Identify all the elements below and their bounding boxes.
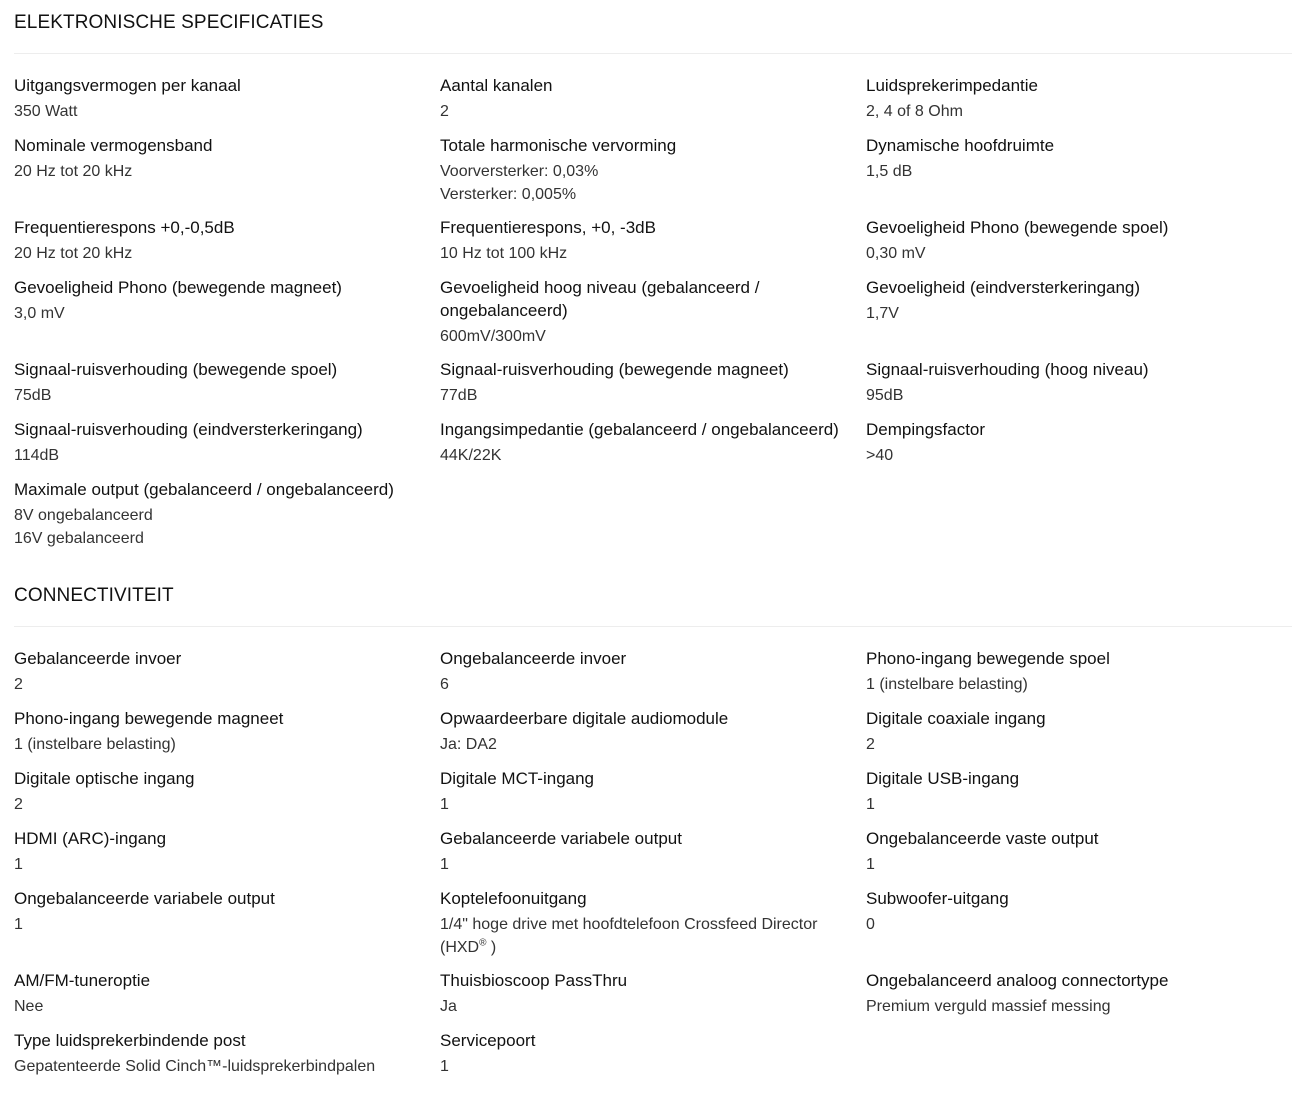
spec-label: Servicepoort [440, 1031, 536, 1050]
spec-value [866, 302, 1292, 325]
spec-value-text: 1 (instelbare belasting) [866, 676, 1028, 693]
spec-value-text: 6 [440, 676, 449, 693]
spec-item [440, 74, 866, 134]
spec-label: Dempingsfactor [866, 420, 986, 439]
spec-value [440, 733, 866, 756]
spec-value-text: 1 (instelbare belasting) [14, 736, 176, 753]
spec-item [440, 707, 866, 767]
spec-value-text: 350 Watt [14, 103, 78, 120]
spec-value [866, 733, 1292, 756]
spec-label: Gevoeligheid (eindversterkeringang) [866, 278, 1141, 297]
spec-value [14, 673, 440, 696]
connectivity-section [14, 584, 1292, 1089]
spec-item [440, 1029, 866, 1089]
spec-label: Aantal kanalen [440, 76, 553, 95]
spec-label: Nominale vermogensband [14, 136, 213, 155]
spec-grid-electronic [14, 74, 1292, 560]
spec-item [440, 969, 866, 1029]
spec-label: Gevoeligheid Phono (bewegende spoel) [866, 218, 1169, 237]
spec-value-text: 2 [14, 676, 23, 693]
spec-value [440, 995, 866, 1018]
spec-value [14, 793, 440, 816]
section-title-connectivity: CONNECTIVITEIT [14, 585, 174, 606]
spec-item [14, 827, 440, 887]
spec-item [14, 647, 440, 707]
spec-label: Ongebalanceerd analoog connectortype [866, 971, 1169, 990]
spec-label: Luidsprekerimpedantie [866, 76, 1038, 95]
spec-value [440, 673, 866, 696]
spec-value [14, 100, 440, 123]
section-divider [14, 53, 1292, 54]
spec-label: Ongebalanceerde variabele output [14, 889, 275, 908]
spec-label: Subwoofer-uitgang [866, 889, 1009, 908]
spec-value-text: 1 [14, 856, 23, 873]
spec-item [440, 358, 866, 418]
spec-item [440, 134, 866, 216]
spec-value-text: 44K/22K [440, 447, 502, 464]
spec-item [14, 887, 440, 969]
spec-label: Signaal-ruisverhouding (eindversterkeringang) [14, 420, 363, 439]
spec-item [14, 216, 440, 276]
spec-label: Signaal-ruisverhouding (hoog niveau) [866, 360, 1149, 379]
spec-value [14, 444, 440, 467]
spec-value-text: 1 [14, 916, 23, 933]
spec-value-text: 77dB [440, 387, 478, 404]
spec-item [14, 707, 440, 767]
spec-value-text: Voorversterker: 0,03% Versterker: 0,005% [440, 163, 599, 203]
spec-label: Signaal-ruisverhouding (bewegende magneet) [440, 360, 789, 379]
spec-value-text: Nee [14, 998, 44, 1015]
spec-value-text: >40 [866, 447, 894, 464]
spec-value [14, 995, 440, 1018]
spec-label: HDMI (ARC)-ingang [14, 829, 167, 848]
spec-label: Uitgangsvermogen per kanaal [14, 76, 241, 95]
section-divider [14, 626, 1292, 627]
spec-label: Signaal-ruisverhouding (bewegende spoel) [14, 360, 338, 379]
spec-item [866, 418, 1292, 478]
spec-value [866, 853, 1292, 876]
spec-value [14, 302, 440, 325]
spec-item [440, 887, 866, 969]
spec-label: Frequentierespons +0,-0,5dB [14, 218, 235, 237]
spec-value-text: 1,7V [866, 305, 899, 322]
section-title-electronic: ELEKTRONISCHE SPECIFICATIES [14, 12, 324, 33]
spec-value [866, 160, 1292, 183]
spec-value-text: 20 Hz tot 20 kHz [14, 245, 133, 262]
spec-label: Ingangsimpedantie (gebalanceerd / ongebalanceerd) [440, 420, 839, 439]
spec-grid-connectivity [14, 647, 1292, 1089]
spec-label: Ongebalanceerde invoer [440, 649, 627, 668]
spec-item [866, 276, 1292, 358]
spec-label: Gebalanceerde variabele output [440, 829, 682, 848]
spec-value-text: 1/4" hoge drive met hoofdtelefoon Crossfeed Director (HXD [440, 916, 818, 956]
electronic-specs-section [14, 0, 1292, 560]
spec-value-text: 600mV/300mV [440, 328, 546, 345]
spec-item [14, 478, 440, 560]
spec-value-text: 114dB [14, 447, 60, 464]
spec-label: Type luidsprekerbindende post [14, 1031, 246, 1050]
spec-value [14, 853, 440, 876]
spec-value-text: 1,5 dB [866, 163, 913, 180]
spec-label: Gevoeligheid Phono (bewegende magneet) [14, 278, 342, 297]
spec-value [440, 793, 866, 816]
spec-item [14, 969, 440, 1029]
spec-value-text: 1 [440, 796, 449, 813]
spec-value-text: Ja [440, 998, 457, 1015]
spec-label: Dynamische hoofdruimte [866, 136, 1055, 155]
spec-label: Digitale USB-ingang [866, 769, 1020, 788]
spec-value [866, 100, 1292, 123]
spec-item [14, 134, 440, 216]
spec-value-text: 75dB [14, 387, 52, 404]
spec-value [440, 100, 866, 123]
spec-value-text: 2 [866, 736, 875, 753]
spec-item [14, 767, 440, 827]
spec-label: Maximale output (gebalanceerd / ongebalanceerd) [14, 480, 394, 499]
spec-value [440, 913, 866, 959]
spec-value-text: 1 [440, 1058, 449, 1075]
registered-mark: ® [479, 937, 487, 949]
spec-value [14, 504, 440, 550]
spec-label: Gebalanceerde invoer [14, 649, 182, 668]
spec-value [14, 384, 440, 407]
spec-label: Thuisbioscoop PassThru [440, 971, 628, 990]
spec-value-text: 2, 4 of 8 Ohm [866, 103, 963, 120]
spec-value-text: Premium verguld massief messing [866, 998, 1111, 1015]
spec-value [14, 733, 440, 756]
spec-item [440, 827, 866, 887]
spec-label: Ongebalanceerde vaste output [866, 829, 1099, 848]
spec-value [866, 444, 1292, 467]
spec-value [440, 444, 866, 467]
spec-label: Koptelefoonuitgang [440, 889, 587, 908]
spec-label: Frequentierespons, +0, -3dB [440, 218, 656, 237]
spec-item [866, 647, 1292, 707]
spec-item [14, 276, 440, 358]
spec-value [440, 853, 866, 876]
spec-item [866, 74, 1292, 134]
spec-value [14, 1055, 440, 1078]
spec-value-text: 95dB [866, 387, 904, 404]
spec-value [866, 242, 1292, 265]
spec-item [440, 216, 866, 276]
spec-value-text: 2 [14, 796, 23, 813]
spec-item [440, 767, 866, 827]
spec-value [14, 913, 440, 936]
spec-label: Phono-ingang bewegende spoel [866, 649, 1110, 668]
spec-item [440, 647, 866, 707]
spec-value [440, 384, 866, 407]
spec-value [440, 160, 866, 206]
spec-label: AM/FM-tuneroptie [14, 971, 151, 990]
spec-item [866, 887, 1292, 969]
spec-item [866, 358, 1292, 418]
spec-label: Digitale coaxiale ingang [866, 709, 1046, 728]
spec-value [14, 242, 440, 265]
spec-value-text: 10 Hz tot 100 kHz [440, 245, 568, 262]
spec-value-text: 8V ongebalanceerd 16V gebalanceerd [14, 507, 153, 547]
spec-value-text: Ja: DA2 [440, 736, 497, 753]
spec-item [14, 358, 440, 418]
spec-value [14, 160, 440, 183]
spec-label: Digitale optische ingang [14, 769, 195, 788]
spec-label: Opwaardeerbare digitale audiomodule [440, 709, 729, 728]
spec-value-text: 2 [440, 103, 449, 120]
spec-value [440, 1055, 866, 1078]
spec-value-text: 20 Hz tot 20 kHz [14, 163, 133, 180]
spec-label: Phono-ingang bewegende magneet [14, 709, 284, 728]
spec-value [440, 242, 866, 265]
spec-value-suffix: ) [486, 939, 497, 956]
spec-value [866, 384, 1292, 407]
spec-item [440, 418, 866, 478]
spec-value-text: Gepatenteerde Solid Cinch™-luidsprekerbindpalen [14, 1058, 376, 1075]
spec-value-text: 3,0 mV [14, 305, 65, 322]
spec-label: Totale harmonische vervorming [440, 136, 677, 155]
spec-value-text: 1 [866, 796, 875, 813]
spec-item [866, 969, 1292, 1029]
spec-item [866, 767, 1292, 827]
spec-value-text: 0,30 mV [866, 245, 926, 262]
spec-label: Gevoeligheid hoog niveau (gebalanceerd / ongebalanceerd) [440, 278, 760, 320]
spec-item [866, 827, 1292, 887]
spec-value [440, 325, 866, 348]
spec-value [866, 673, 1292, 696]
spec-value [866, 995, 1292, 1018]
spec-item [866, 707, 1292, 767]
spec-item [14, 418, 440, 478]
spec-value-text: 1 [440, 856, 449, 873]
spec-item [14, 74, 440, 134]
spec-value-text: 1 [866, 856, 875, 873]
spec-value [866, 793, 1292, 816]
spec-item [866, 216, 1292, 276]
spec-item [866, 134, 1292, 216]
spec-value-text: 0 [866, 916, 875, 933]
spec-label: Digitale MCT-ingang [440, 769, 595, 788]
spec-value [866, 913, 1292, 936]
spec-item [14, 1029, 440, 1089]
spec-item [440, 276, 866, 358]
